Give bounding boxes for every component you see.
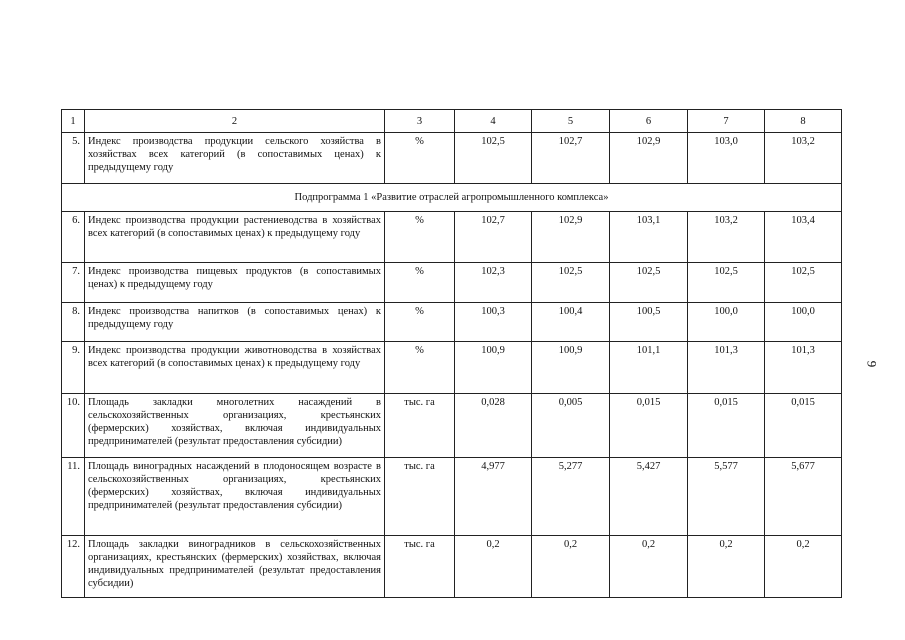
row-value: 102,3	[455, 263, 532, 303]
row-value: 102,5	[532, 263, 610, 303]
row-number: 9.	[62, 342, 85, 394]
row-number: 7.	[62, 263, 85, 303]
row-number: 12.	[62, 536, 85, 598]
row-description: Индекс производства напитков (в сопоставимых ценах) к предыдущему году	[85, 303, 385, 342]
row-value: 100,9	[532, 342, 610, 394]
subprogram-row	[62, 184, 842, 212]
table-row	[62, 133, 842, 184]
header-cell: 1	[62, 110, 85, 133]
row-description: Индекс производства продукции животноводства в хозяйствах всех категорий (в сопоставимых ценах) к предыдущему году	[85, 342, 385, 394]
row-value: 103,1	[610, 212, 688, 263]
header-cell: 8	[765, 110, 842, 133]
row-value: 102,5	[455, 133, 532, 184]
row-value: 102,5	[688, 263, 765, 303]
subprogram-title: Подпрограмма 1 «Развитие отраслей агропромышленного комплекса»	[62, 184, 842, 212]
row-description: Индекс производства продукции сельского хозяйства в хозяйствах всех категорий (в сопоставимых ценах) к предыдущему году	[85, 133, 385, 184]
row-value: 100,0	[765, 303, 842, 342]
row-description: Площадь закладки виноградников в сельскохозяйственных организациях, крестьянских (фермерских) хозяйствах, включая индивидуальных предпринимателей (результат предоставления субсидии)	[85, 536, 385, 598]
row-number: 8.	[62, 303, 85, 342]
row-unit: %	[385, 263, 455, 303]
row-value: 100,9	[455, 342, 532, 394]
row-value: 5,677	[765, 458, 842, 536]
row-value: 102,7	[532, 133, 610, 184]
row-description: Индекс производства пищевых продуктов (в сопоставимых ценах) к предыдущему году	[85, 263, 385, 303]
row-unit: тыс. га	[385, 458, 455, 536]
row-value: 0,2	[610, 536, 688, 598]
row-unit: тыс. га	[385, 536, 455, 598]
row-unit: %	[385, 133, 455, 184]
row-value: 0,015	[765, 394, 842, 458]
row-number: 5.	[62, 133, 85, 184]
header-cell: 3	[385, 110, 455, 133]
row-value: 103,2	[688, 212, 765, 263]
row-number: 11.	[62, 458, 85, 536]
row-value: 5,427	[610, 458, 688, 536]
table-row	[62, 394, 842, 458]
row-unit: %	[385, 342, 455, 394]
table-row	[62, 536, 842, 598]
row-value: 102,9	[610, 133, 688, 184]
indicators-table	[61, 109, 842, 598]
table-row	[62, 212, 842, 263]
row-value: 102,9	[532, 212, 610, 263]
header-cell: 4	[455, 110, 532, 133]
header-cell: 7	[688, 110, 765, 133]
row-value: 103,4	[765, 212, 842, 263]
row-description: Площадь виноградных насаждений в плодоносящем возрасте в сельскохозяйственных организациях, крестьянских (фермерских) хозяйствах, включая индивидуальных предпринимателей (результат предоставления субсидии)	[85, 458, 385, 536]
row-value: 100,4	[532, 303, 610, 342]
row-value: 102,7	[455, 212, 532, 263]
row-value: 102,5	[610, 263, 688, 303]
row-value: 100,5	[610, 303, 688, 342]
row-value: 0,2	[688, 536, 765, 598]
header-cell: 2	[85, 110, 385, 133]
row-value: 101,1	[610, 342, 688, 394]
row-value: 0,2	[455, 536, 532, 598]
row-description: Площадь закладки многолетних насаждений в сельскохозяйственных организациях, крестьянских (фермерских) хозяйствах, включая индивидуальных предпринимателей (результат предоставления субсидии)	[85, 394, 385, 458]
row-value: 5,577	[688, 458, 765, 536]
table-row	[62, 458, 842, 536]
row-value: 100,3	[455, 303, 532, 342]
header-cell: 5	[532, 110, 610, 133]
header-cell: 6	[610, 110, 688, 133]
row-unit: тыс. га	[385, 394, 455, 458]
row-description: Индекс производства продукции растениеводства в хозяйствах всех категорий (в сопоставимых ценах) к предыдущему году	[85, 212, 385, 263]
row-value: 0,015	[688, 394, 765, 458]
row-value: 0,028	[455, 394, 532, 458]
row-value: 101,3	[688, 342, 765, 394]
table-row	[62, 263, 842, 303]
row-value: 0,2	[532, 536, 610, 598]
row-value: 103,0	[688, 133, 765, 184]
row-number: 10.	[62, 394, 85, 458]
row-number: 6.	[62, 212, 85, 263]
row-value: 103,2	[765, 133, 842, 184]
row-value: 5,277	[532, 458, 610, 536]
row-value: 102,5	[765, 263, 842, 303]
row-value: 4,977	[455, 458, 532, 536]
row-value: 0,015	[610, 394, 688, 458]
page-number: 9	[864, 360, 880, 368]
row-value: 0,2	[765, 536, 842, 598]
table-row	[62, 303, 842, 342]
row-value: 0,005	[532, 394, 610, 458]
row-value: 100,0	[688, 303, 765, 342]
row-unit: %	[385, 303, 455, 342]
row-value: 101,3	[765, 342, 842, 394]
table-row	[62, 342, 842, 394]
row-unit: %	[385, 212, 455, 263]
header-row	[62, 110, 842, 133]
